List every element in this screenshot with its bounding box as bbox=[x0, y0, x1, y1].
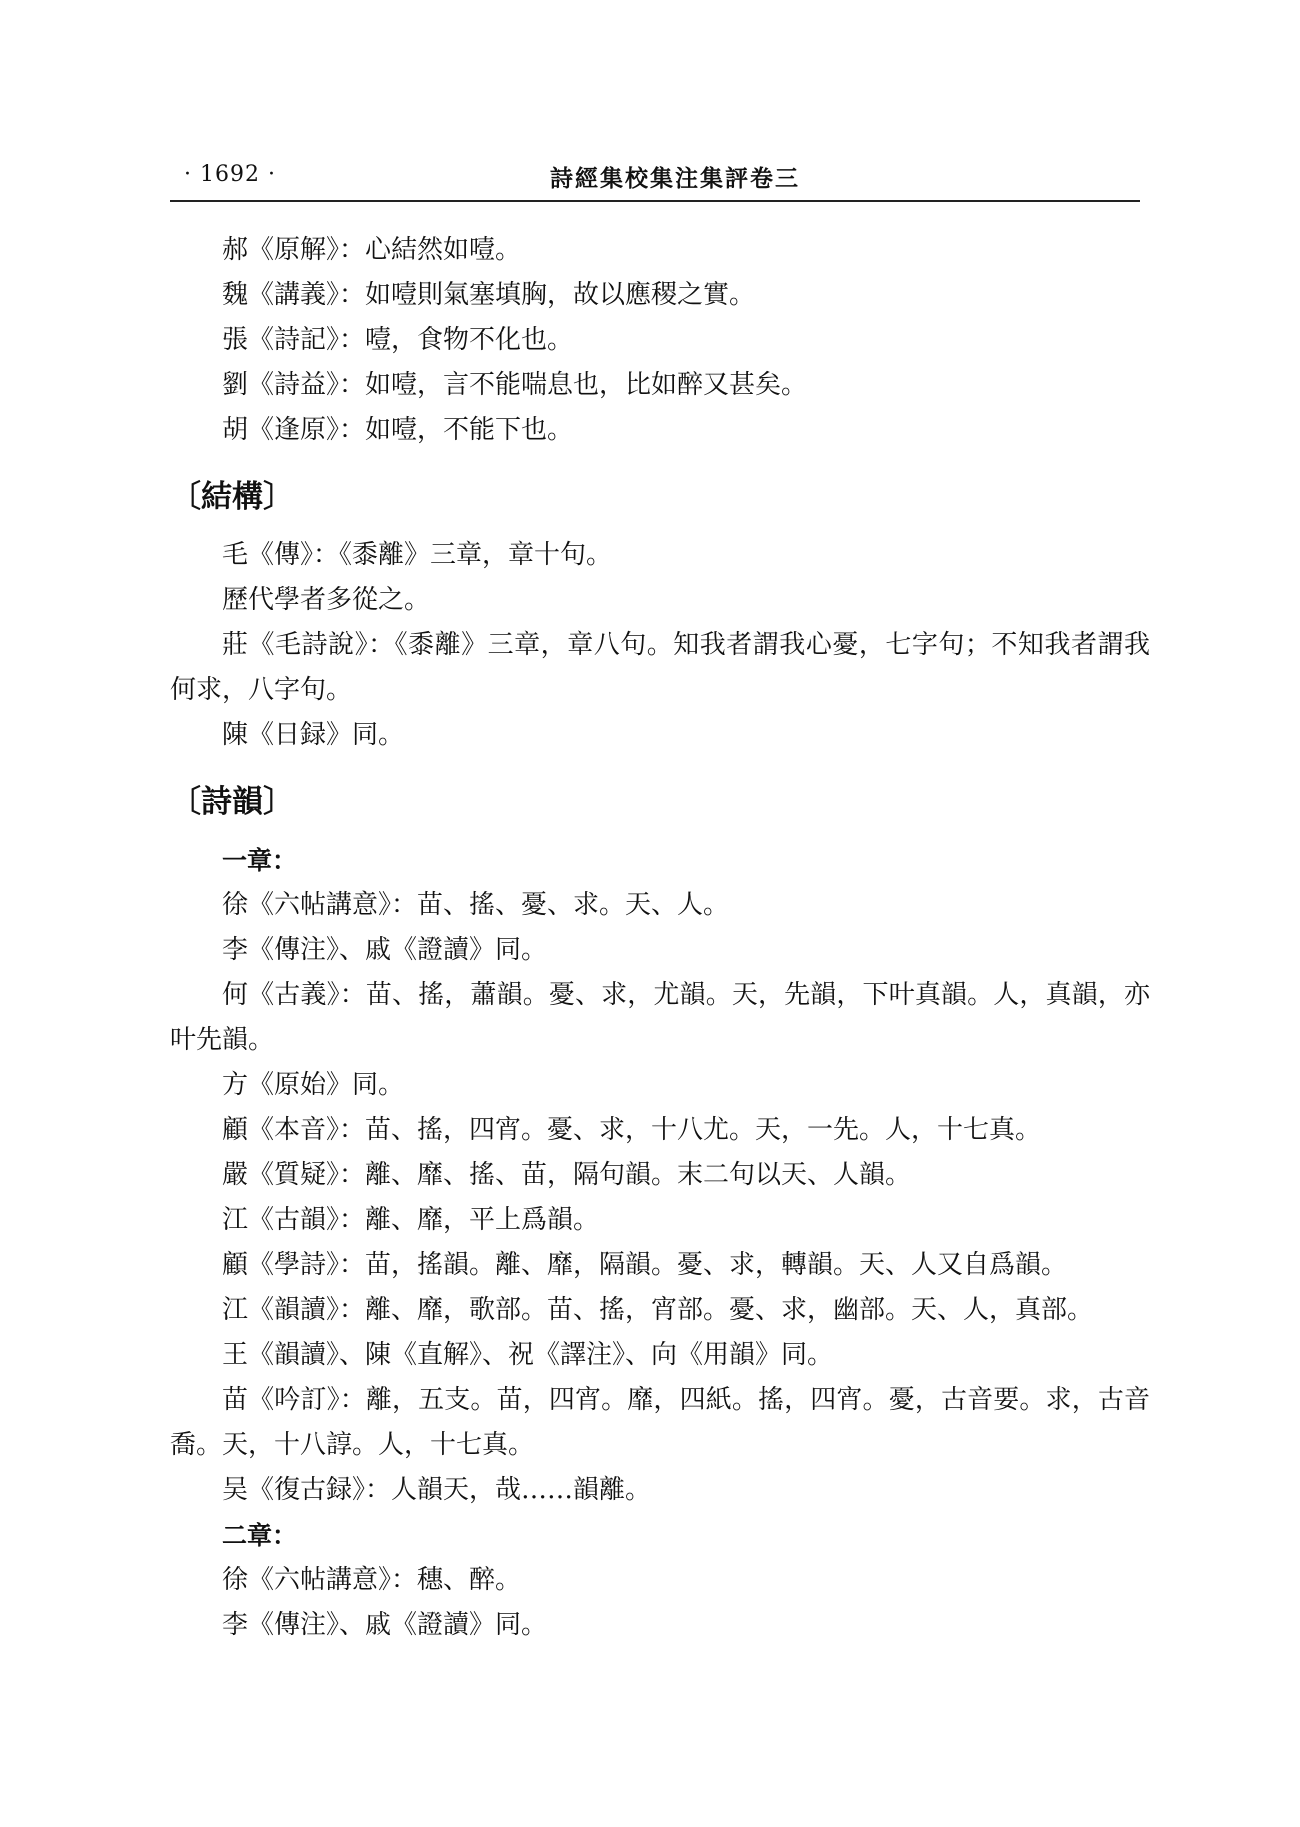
running-title: 詩經集校集注集評卷三 bbox=[550, 165, 800, 192]
section-heading-structure: 〔結構〕 bbox=[170, 479, 294, 515]
commentary-line: 江《韻讀》：離、靡，歌部。苗、搖，宵部。憂、求，幽部。天、人，真部。 bbox=[222, 1295, 1094, 1325]
commentary-line: 江《古韻》：離、靡，平上爲韻。 bbox=[222, 1205, 600, 1235]
commentary-line: 張《詩記》：噎，食物不化也。 bbox=[222, 325, 574, 355]
commentary-line: 嚴《質疑》：離、靡、搖、苗，隔句韻。末二句以天、人韻。 bbox=[222, 1160, 912, 1190]
commentary-line: 王《韻讀》、陳《直解》、祝《譯注》、向《用韻》同。 bbox=[222, 1340, 834, 1370]
commentary-line: 顧《學詩》：苗，搖韻。離、靡，隔韻。憂、求，轉韻。天、人又自爲韻。 bbox=[222, 1250, 1068, 1280]
commentary-line: 郝《原解》：心結然如噎。 bbox=[222, 235, 522, 265]
commentary-line: 胡《逢原》：如噎，不能下也。 bbox=[222, 415, 574, 445]
commentary-line: 方《原始》同。 bbox=[222, 1070, 405, 1100]
commentary-line: 徐《六帖講意》：穗、醉。 bbox=[222, 1565, 522, 1595]
commentary-line: 李《傳注》、戚《證讀》同。 bbox=[222, 935, 548, 965]
commentary-line: 李《傳注》、戚《證讀》同。 bbox=[222, 1610, 548, 1640]
commentary-line: 劉《詩益》：如噎，言不能喘息也，比如醉又甚矣。 bbox=[222, 370, 808, 400]
page-number: · 1692 · bbox=[184, 162, 276, 187]
page-content bbox=[170, 228, 1150, 1648]
commentary-line: 毛《傳》：《黍離》三章，章十句。 bbox=[222, 540, 613, 570]
header-rule bbox=[170, 200, 1140, 202]
commentary-line: 吴《復古録》：人韻天，哉……韻離。 bbox=[222, 1475, 652, 1505]
stanza-label-2: 二章： bbox=[222, 1521, 298, 1550]
commentary-line: 陳《日録》同。 bbox=[222, 720, 405, 750]
commentary-line: 歷代學者多從之。 bbox=[222, 585, 431, 615]
commentary-line: 魏《講義》：如噎則氣塞填胸，故以應稷之實。 bbox=[222, 280, 756, 310]
commentary-paragraph: 莊《毛詩說》：《黍離》三章，章八句。知我者謂我心憂，七字句；不知我者謂我何求，八字句。 bbox=[170, 630, 1150, 705]
section-heading-rhyme: 〔詩韻〕 bbox=[170, 784, 294, 820]
stanza-label-1: 一章： bbox=[222, 846, 298, 875]
commentary-line: 徐《六帖講意》：苗、搖、憂、求。天、人。 bbox=[222, 890, 730, 920]
page-header bbox=[170, 160, 1140, 196]
commentary-line: 顧《本音》：苗、搖，四宵。憂、求，十八尤。天，一先。人，十七真。 bbox=[222, 1115, 1042, 1145]
commentary-paragraph: 苗《吟訂》：離，五支。苗，四宵。靡，四紙。搖，四宵。憂，古音要。求，古音喬。天，十八諄。人，十七真。 bbox=[170, 1385, 1150, 1460]
commentary-paragraph: 何《古義》：苗、搖，蕭韻。憂、求，尤韻。天，先韻，下叶真韻。人，真韻，亦叶先韻。 bbox=[170, 980, 1150, 1055]
